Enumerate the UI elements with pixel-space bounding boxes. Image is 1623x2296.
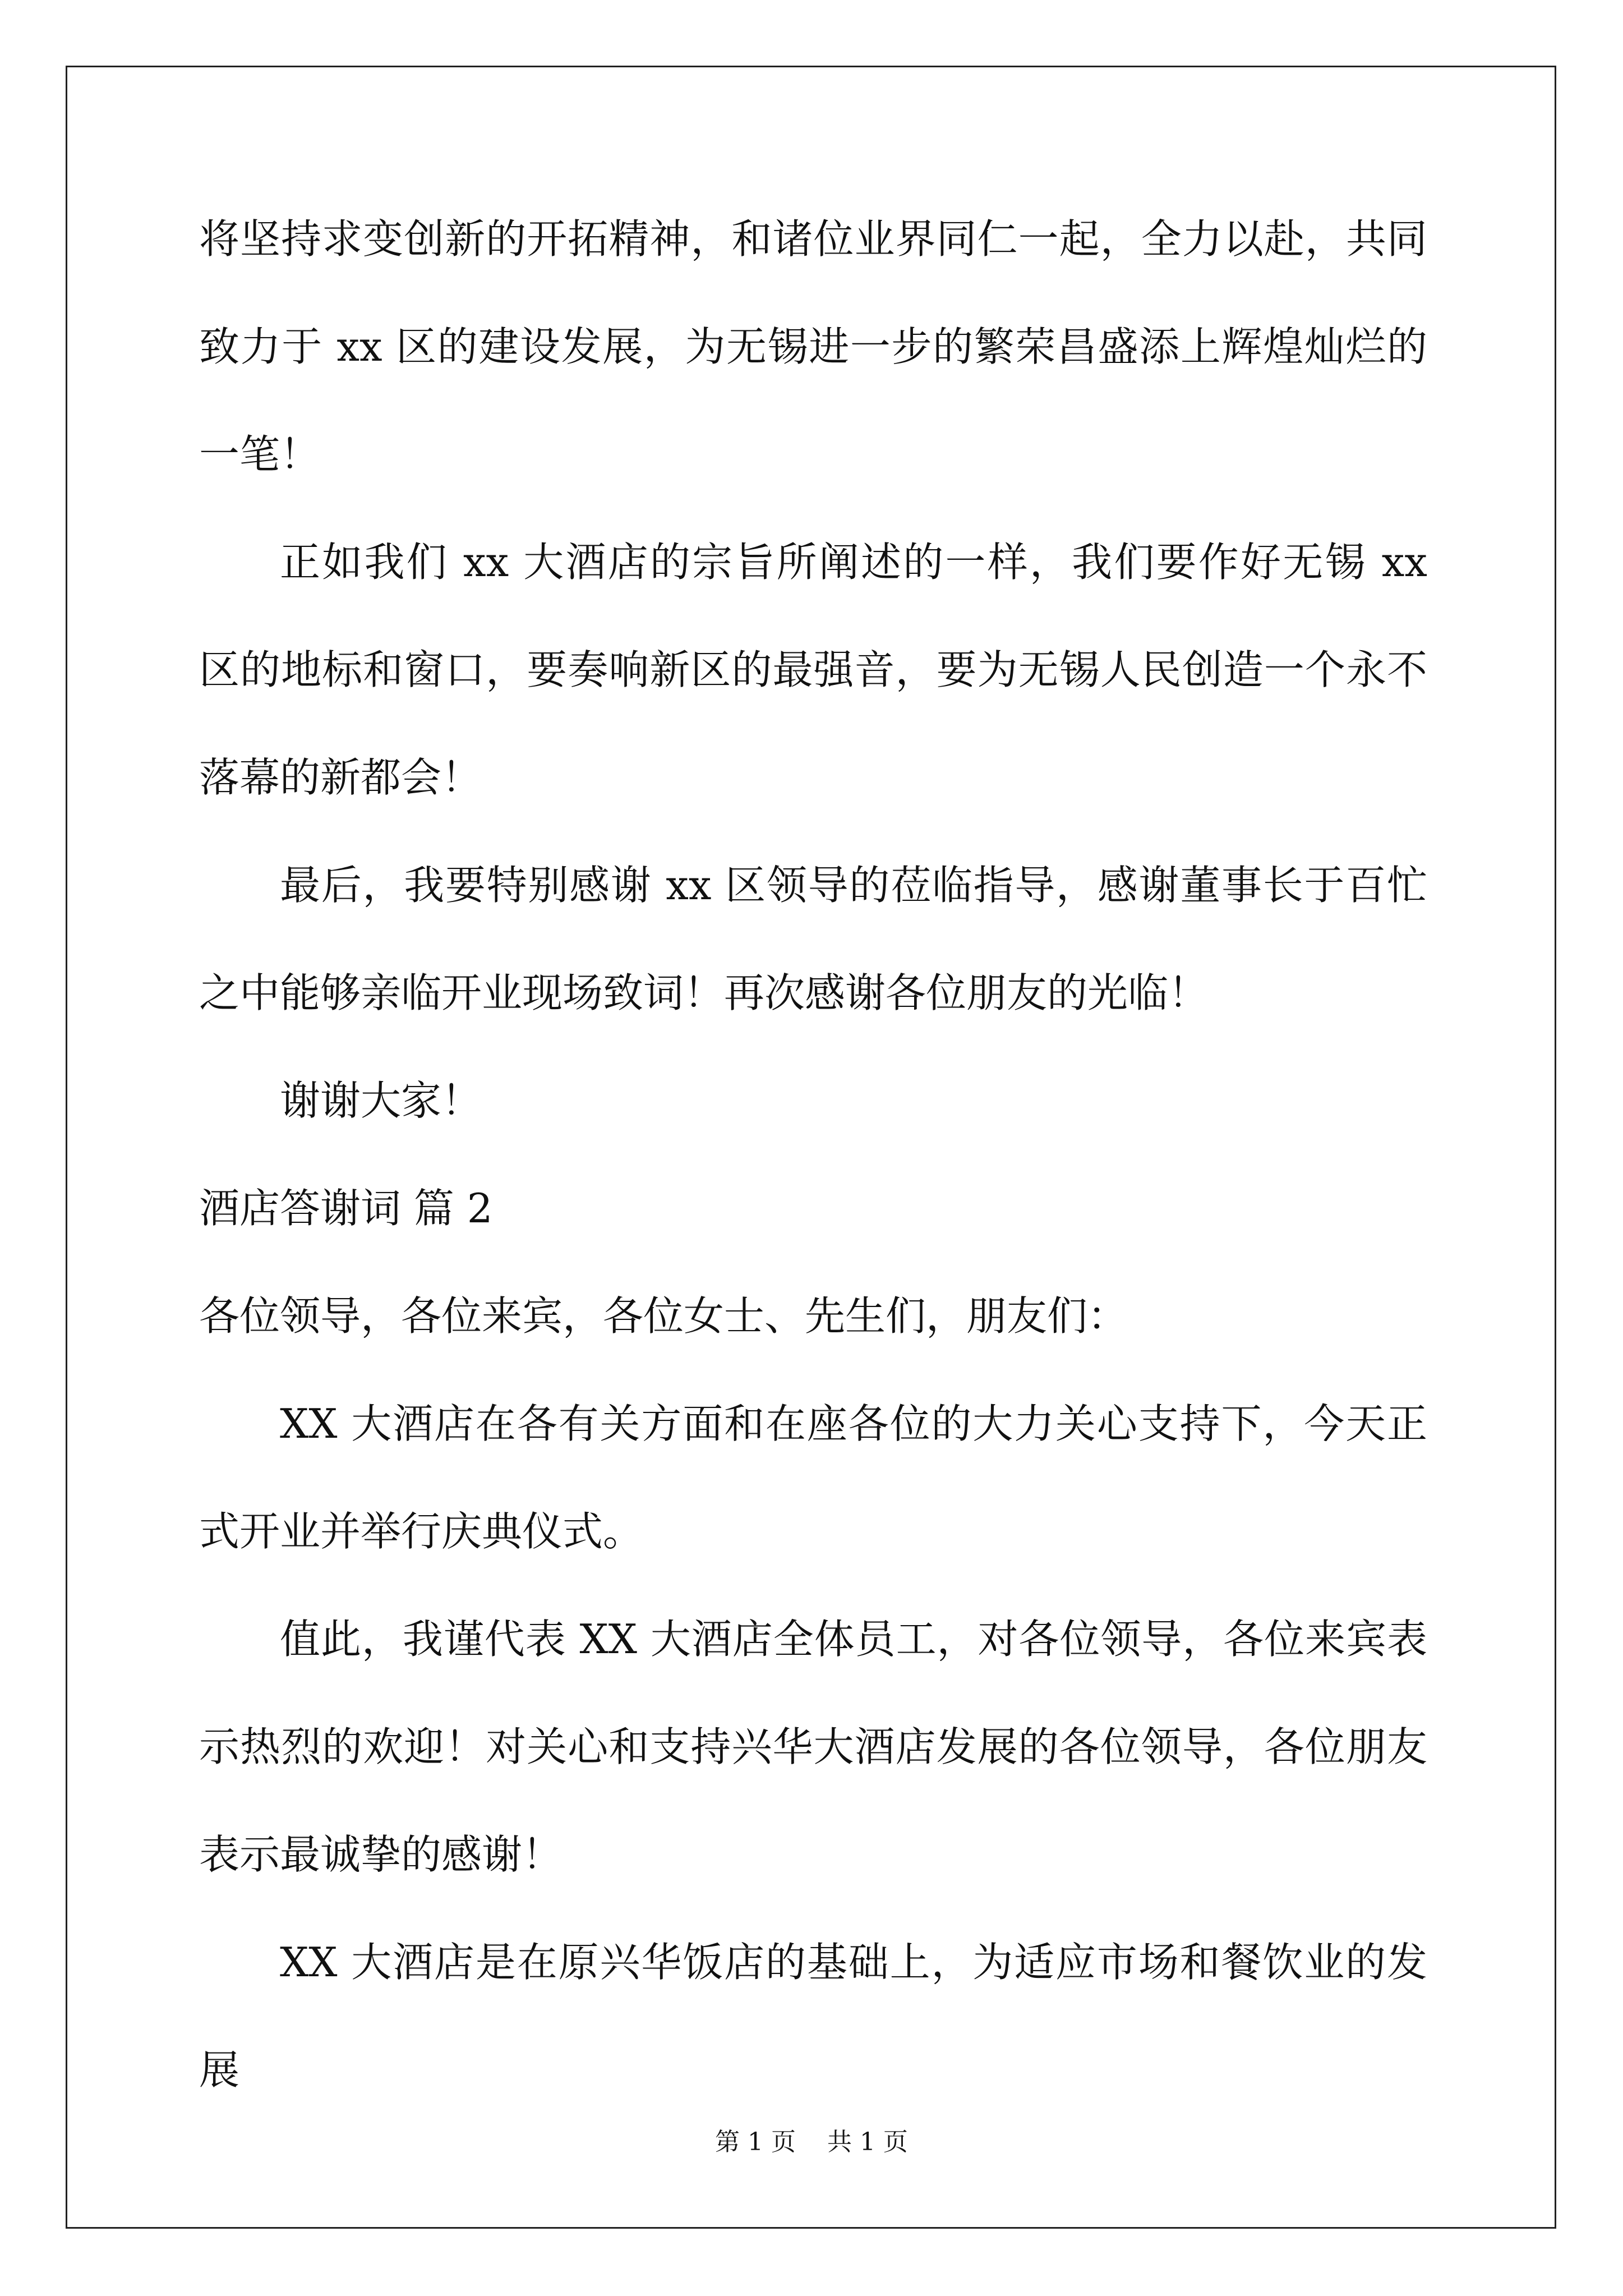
paragraph-5: XX 大酒店在各有关方面和在座各位的大力关心支持下，今天正式开业并举行庆典仪式。 (199, 1400, 1427, 1555)
paragraph-7: XX 大酒店是在原兴华饭店的基础上，为适应市场和餐饮业的发展 (199, 1939, 1427, 2093)
document-body (199, 185, 1427, 2124)
paragraph-2: 正如我们 xx 大酒店的宗旨所阐述的一样，我们要作好无锡 xx 区的地标和窗口，要奏响新区的最强音，要为无锡人民创造一个永不落幕的新都会！ (199, 539, 1427, 801)
section-heading: 酒店答谢词 篇 2 (199, 1185, 493, 1232)
paragraph-4: 谢谢大家！ (280, 1077, 482, 1124)
page-footer: 第 1 页 共 1 页 (715, 2128, 908, 2156)
paragraph-3: 最后，我要特别感谢 xx 区领导的莅临指导，感谢董事长于百忙之中能够亲临开业现场致词！再次感谢各位朋友的光临！ (199, 862, 1427, 1016)
salutation: 各位领导，各位来宾，各位女士、先生们，朋友们： (199, 1292, 1128, 1340)
paragraph-6: 值此，我谨代表 XX 大酒店全体员工，对各位领导，各位来宾表示热烈的欢迎！对关心和支持兴华大酒店发展的各位领导，各位朋友表示最诚挚的感谢！ (199, 1616, 1427, 1878)
paragraph-1: 将坚持求变创新的开拓精神，和诸位业界同仁一起，全力以赴，共同致力于 xx 区的建设发展，为无锡进一步的繁荣昌盛添上辉煌灿烂的一笔！ (199, 215, 1427, 478)
